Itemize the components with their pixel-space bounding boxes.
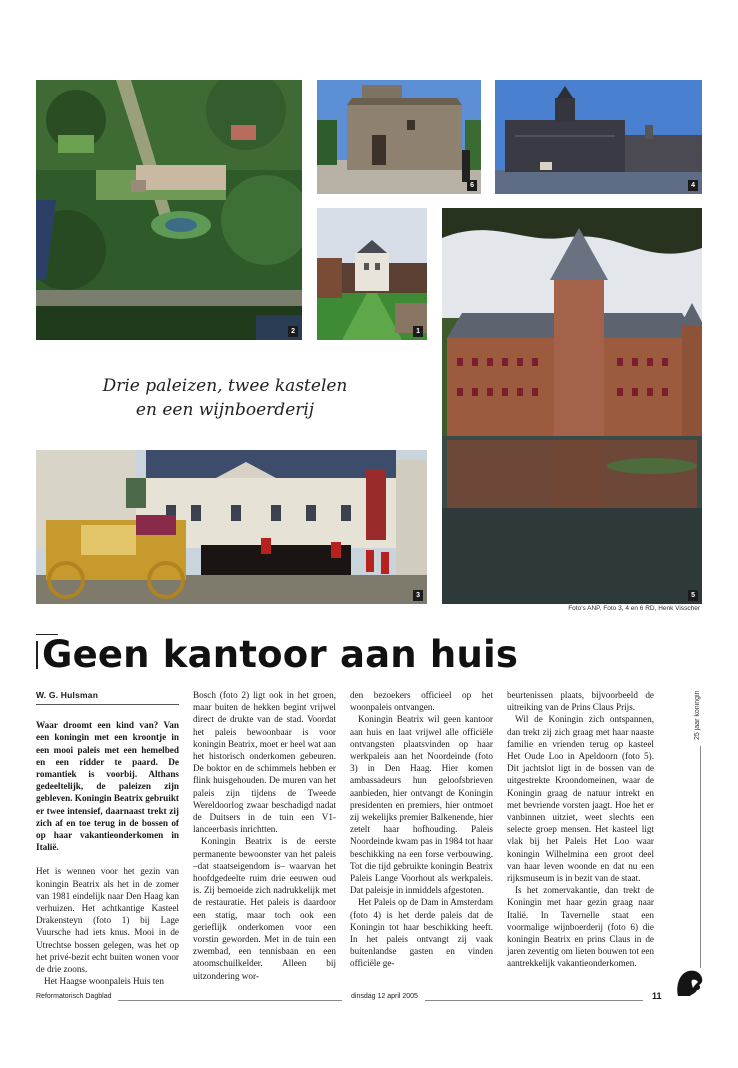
photo-number-3: 3	[413, 590, 423, 601]
subtitle-line-1: Drie paleizen, twee kastelen	[102, 376, 348, 396]
page-number: 11	[652, 991, 662, 1001]
photo-number-6: 6	[467, 180, 477, 191]
paragraph: Bosch (foto 2) ligt ook in het groen, maar buiten de hekken begint vrijwel direct de drukte van de stad. Voordat het paleis bewoonbaar is voor koningin Beatrix, moet er heel wat aan het historisch onderkomen gebeuren. De boktor en de schimmels hebben er flink huisgehouden. De muren van het paleis zijn tijdens de Tweede Wereldoorlog zwaar beschadigd nadat de Duitsers in de tuin een V1-lanceerbasis inrichtten.	[193, 690, 336, 835]
photo-noordeinde	[36, 450, 427, 604]
photo-credits: Foto's ANP, Foto 3, 4 en 6 RD, Henk Visscher	[568, 605, 700, 612]
aerial-palace-image	[36, 80, 302, 340]
photo-caption-subtitle	[90, 374, 360, 422]
paragraph: Wil de Koningin zich ontspannen, dan trekt zij zich graag met haar naaste familie en vrienden terug op kasteel Het Oude Loo in Apeldoorn (foto 5). Dit jachtslot ligt in de bossen van de uitgestrekte Kroondomeinen, waar de Koningin graag de natuur intrekt en met bevriende vorsten jaagt. Hoe het er vanbinnen uitziet, weet slechts een selecte groep mensen. Het kasteel ligt vlak bij het Paleis Het Loo waar koningin Wilhelmina een groot deel van haar leven woonde en dat nu een rijksmuseum is in bezit van de staat.	[507, 714, 654, 884]
photo-het-oude-loo	[442, 208, 702, 604]
article-headline: Geen kantoor aan huis	[42, 633, 519, 676]
oude-loo-castle-image	[442, 208, 702, 604]
dam-palace-image	[495, 80, 702, 194]
article-column-1	[36, 689, 179, 987]
paragraph: Koningin Beatrix wil geen kantoor aan huis en laat vrijwel alle officiële ontvangsten plaatsvinden op haar werkpaleis aan het Noordeinde (foto 3) in Den Haag. Hier komen ambassadeurs hun geloofsbrieven aanbieden, hier ontvangt de Koningin presidenten en premiers, hier ontmoet zij wekelijks premier Balkenende, hier zetelt haar hofhouding. Paleis Noordeinde kwam pas in 1984 tot haar beschikking na een forse verbouwing. Tot die tijd gebruikte koningin Beatrix Paleis Lange Voorhout als werkpaleis. Dat paleisje in inmiddels afgestoten.	[350, 714, 493, 896]
article-column-4	[507, 689, 654, 970]
paragraph: den bezoekers officieel op het woonpaleis ontvangen.	[350, 690, 493, 713]
footer-newspaper-name: Reformatorisch Dagblad	[36, 993, 112, 1000]
photo-drakensteyn	[317, 208, 427, 340]
author-byline: W. G. Hulsman	[36, 689, 179, 705]
subtitle-line-2: en een wijnboerderij	[135, 400, 315, 420]
paragraph: beurtenissen plaats, bijvoorbeeld de uitreiking van de Prins Claus Prijs.	[507, 690, 654, 713]
article-intro: Waar droomt een kind van? Van een koningin met een kroontje in een mooi paleis met een hemelbed en een ridder te paard. De romantiek is voorbij. Althans gedeeltelijk, de paleizen zijn gebleven. Koningin Beatrix gebruikt er twee intensief, daarnaast trekt zij zich af en toe terug in de bossen of op haar vakantieonderkomen in Italië.	[36, 720, 179, 853]
footer-date: dinsdag 12 april 2005	[351, 993, 418, 1000]
paragraph: Het Haagse woonpaleis Huis ten	[44, 976, 164, 987]
headline-bar	[36, 641, 38, 669]
photo-number-1: 1	[413, 326, 423, 337]
side-rule	[700, 746, 701, 968]
paragraph: Koningin Beatrix is de eerste permanente bewoonster van het paleis –dat staatseigendom is– waarvan het hoofdgedeelte ruim drie eeuwen oud is. Zij bemoeide zich nadrukkelijk met de restauratie. Het paleis is daardoor een statig, maar toch ook een gerieflijk onderkomen voor een vorstin geworden. Met in de tuin een zwembad, een tennisbaan en een atoomschuilkelder. Alleen bij uitzondering wor-	[193, 836, 336, 981]
photo-number-5: 5	[688, 590, 698, 601]
paragraph: Het Paleis op de Dam in Amsterdam (foto 4) is het derde paleis dat de Koningin tot haar beschikking heeft. In het paleis ontvangt zij vaak buitenlandse gasten en vinden officiële ge-	[350, 897, 493, 969]
photo-huis-ten-bosch	[36, 80, 302, 340]
footer-rule-left	[118, 1000, 342, 1001]
wine-estate-image	[317, 80, 481, 194]
drakensteyn-image	[317, 208, 427, 340]
golden-carriage-image	[36, 450, 427, 604]
queen-profile-icon	[672, 966, 706, 1000]
article-column-3	[350, 689, 493, 970]
paragraph: Het is wennen voor het gezin van koningin Beatrix als het in de zomer van 1981 eindelijk naar Den Haag kan verhuizen. Het achtkantige Kasteel Drakensteyn (foto 1) bij Lage Vuursche had iets knus. Mooi in de Utrechtse bossen gelegen, was het op het privé-bezit echt buiten wonen voor de drie zoons.	[36, 866, 179, 975]
photo-number-4: 4	[688, 180, 698, 191]
photo-tavernelle	[317, 80, 481, 194]
section-side-label: 25 jaar koningin	[694, 690, 701, 740]
photo-number-2: 2	[288, 326, 298, 337]
article-column-2	[193, 689, 336, 982]
footer-rule-right	[425, 1000, 643, 1001]
photo-paleis-op-de-dam	[495, 80, 702, 194]
paragraph: Is het zomervakantie, dan trekt de Koningin met haar gezin graag naar Italië. In Tavernelle staat een voormalige wijnboerderij (foto 6) die koningin Beatrix en prins Claus in de jaren zeventig om lieten bouwen tot een aantrekkelijk vakantieonderkomen.	[507, 885, 654, 969]
